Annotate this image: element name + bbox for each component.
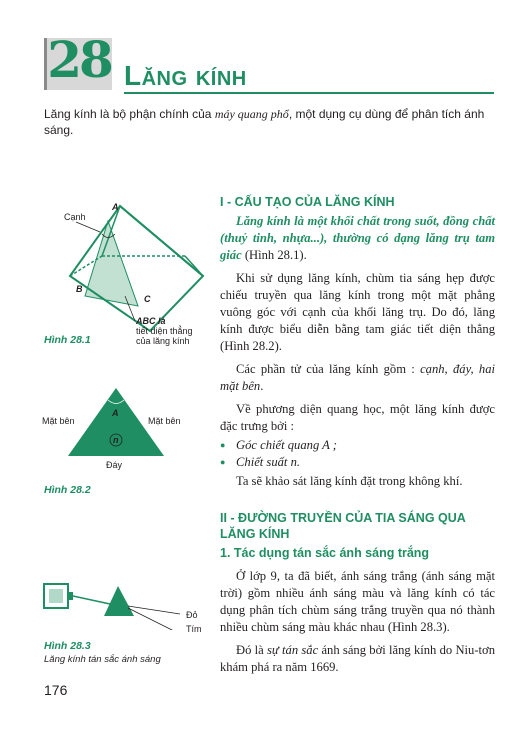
label-violet: Tím — [186, 624, 202, 634]
label-edge: Cạnh — [64, 212, 86, 222]
section2-heading: II - ĐƯỜNG TRUYỀN CỦA TIA SÁNG QUA LĂNG KÍNH — [220, 511, 466, 541]
intro-paragraph: Lăng kính là bộ phận chính của máy quang phổ, một dụng cụ dùng để phân tích ánh sáng. — [44, 107, 485, 137]
figure-prism-3d — [40, 196, 215, 346]
note-line: tiết diện thẳng — [136, 326, 193, 336]
section1-heading: I - CẤU TẠO CỦA LĂNG KÍNH — [220, 195, 395, 209]
label-side-right: Mặt bên — [148, 416, 181, 426]
label-side-left: Mặt bên — [42, 416, 75, 426]
prism-edge — [185, 256, 203, 276]
paragraph: Ta sẽ khảo sát lăng kính đặt trong không khí. — [236, 474, 463, 488]
subsection-heading: 1. Tác dụng tán sắc ánh sáng trắng — [220, 546, 430, 560]
figure-caption: Hình 28.2 — [44, 484, 91, 496]
prism — [104, 586, 134, 616]
label-b: B — [76, 284, 83, 294]
leader-line — [76, 222, 100, 232]
prism-edge — [120, 206, 203, 276]
label-c: C — [144, 294, 151, 304]
page-number: 176 — [44, 682, 68, 698]
bullet-item: ● Chiết suất n. — [220, 454, 495, 471]
note-line: ABC là — [136, 316, 166, 326]
label-a: A — [112, 202, 119, 212]
chapter-title: Lăng kính — [124, 60, 247, 91]
title-rule — [124, 92, 494, 94]
section1-body — [220, 213, 495, 490]
bullet-item: ● Góc chiết quang A ; — [220, 437, 495, 454]
slit — [68, 592, 73, 600]
violet-ray — [128, 608, 180, 630]
figure-subcaption: Lăng kính tán sắc ánh sáng — [44, 654, 161, 665]
section2-body — [220, 568, 495, 676]
red-ray — [128, 606, 180, 614]
paragraph: Ở lớp 9, ta đã biết, ánh sáng trắng (ánh sáng mặt trời) gồm nhiều ánh sáng màu và lăng kính có tác dụng phân tích chùm sáng trắng truyền qua nó thành nhiều chùm sáng màu khác nhau (Hình 28.3). — [220, 569, 495, 634]
figure-dispersion — [40, 570, 215, 630]
cross-section-fill — [85, 221, 138, 306]
figure-caption: Hình 28.1 — [44, 334, 91, 346]
label-base: Đáy — [106, 460, 123, 470]
paragraph: Khi sử dụng lăng kính, chùm tia sáng hẹp được chiếu truyền qua lăng kính trong một mặt phẳng vuông góc với cạnh của khối lăng trụ. Do đó, lăng kính được biểu diễn bằng tam giác tiết diện thẳng (Hình 28.2). — [220, 271, 495, 353]
chapter-number: 28 — [47, 30, 111, 89]
white-light-ray — [73, 596, 110, 604]
definition: Lăng kính là một khối chất trong suốt, đồng chất (thuỷ tinh, nhựa...), thường có dạng lăng trụ tam giác (Hình 28.1). — [220, 214, 495, 262]
figure-caption: Hình 28.3 — [44, 640, 91, 652]
prism-top-outline — [70, 206, 203, 331]
note-line: của lăng kính — [136, 336, 190, 346]
paragraph: Các phần tử của lăng kính gồm : cạnh, đáy, hai mặt bên. — [220, 362, 495, 393]
figure-prism-section — [40, 380, 200, 470]
label-a: A — [112, 408, 119, 418]
paragraph: Về phương diện quang học, một lăng kính được đặc trưng bởi : — [220, 402, 495, 433]
label-n: n — [113, 435, 119, 445]
paragraph: Đó là sự tán sắc ánh sáng bởi lăng kính do Niu-tơn khám phá ra năm 1669. — [220, 643, 495, 674]
lamp-icon — [49, 589, 63, 603]
label-red: Đỏ — [186, 610, 198, 620]
